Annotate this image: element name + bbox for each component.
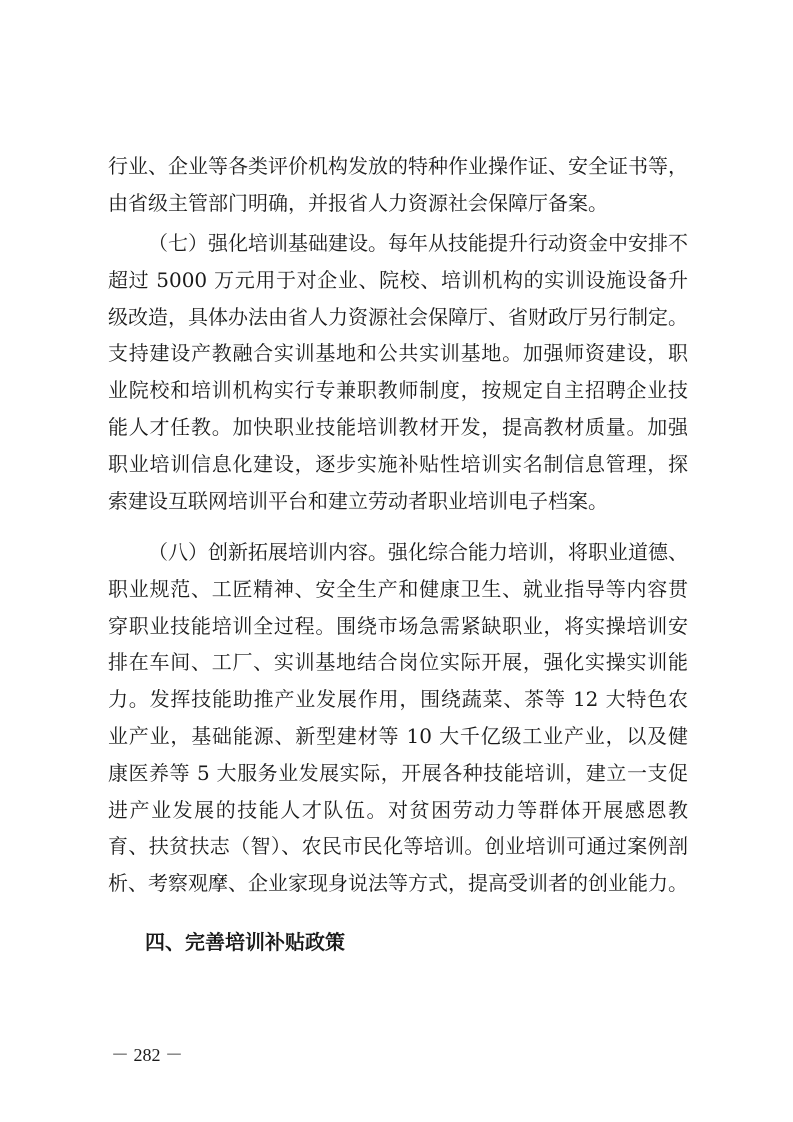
paragraph-first-line xyxy=(108,225,688,262)
paragraph-line: 业产业，基础能源、新型建材等 10 大千亿级工业产业，以及健 xyxy=(108,723,688,748)
paragraph-first-line xyxy=(108,534,688,571)
paragraph-training-content xyxy=(108,534,688,902)
subsection-heading-8: （八）创新拓展培训内容。 xyxy=(148,540,388,564)
subsection-heading-7: （七）强化培训基础建设。 xyxy=(148,231,388,255)
paragraph-line: 穿职业技能培训全过程。围绕市场急需紧缺职业，将实操培训安 xyxy=(108,613,688,638)
paragraph-training-infrastructure xyxy=(108,225,688,519)
paragraph-line: 进产业发展的技能人才队伍。对贫困劳动力等群体开展感恩教 xyxy=(108,797,688,822)
paragraph-line: 排在车间、工厂、实训基地结合岗位实际开展，强化实操实训能 xyxy=(108,650,688,675)
paragraph-line: 职业培训信息化建设，逐步实施补贴性培训实名制信息管理，探 xyxy=(108,451,688,476)
paragraph-line: 能人才任教。加快职业技能培训教材开发，提高教材质量。加强 xyxy=(108,414,688,439)
paragraph-line: 育、扶贫扶志（智）、农民市民化等培训。创业培训可通过案例剖 xyxy=(108,834,688,859)
paragraph-line-rest: 每年从技能提升行动资金中安排不 xyxy=(388,231,688,255)
paragraph-line: 索建设互联网培训平台和建立劳动者职业培训电子档案。 xyxy=(108,488,608,513)
paragraph-line: 析、考察观摩、企业家现身说法等方式，提高受训者的创业能力。 xyxy=(108,871,688,896)
paragraph-line: 由省级主管部门明确，并报省人力资源社会保障厅备案。 xyxy=(108,190,608,215)
paragraph-line: 支持建设产教融合实训基地和公共实训基地。加强师资建设，职 xyxy=(108,341,688,366)
paragraph-line: 职业规范、工匠精神、安全生产和健康卫生、就业指导等内容贯 xyxy=(108,576,688,601)
paragraph-line: 业院校和培训机构实行专兼职教师制度，按规定自主招聘企业技 xyxy=(108,378,688,403)
page-number: － 282 － xyxy=(111,1045,183,1065)
paragraph-evaluation-certificates xyxy=(108,148,688,222)
paragraph-line: 康医养等 5 大服务业发展实际，开展各种技能培训，建立一支促 xyxy=(108,760,688,785)
paragraph-line: 级改造，具体办法由省人力资源社会保障厅、省财政厅另行制定。 xyxy=(108,304,688,329)
paragraph-line-rest: 强化综合能力培训，将职业道德、 xyxy=(388,540,688,564)
paragraph-line: 行业、企业等各类评价机构发放的特种作业操作证、安全证书等， xyxy=(108,154,688,178)
section-heading: 四、完善培训补贴政策 xyxy=(145,930,345,954)
paragraph-line: 力。发挥技能助推产业发展作用，围绕蔬菜、茶等 12 大特色农 xyxy=(108,687,688,712)
paragraph-line: 超过 5000 万元用于对企业、院校、培训机构的实训设施设备升 xyxy=(108,267,688,292)
